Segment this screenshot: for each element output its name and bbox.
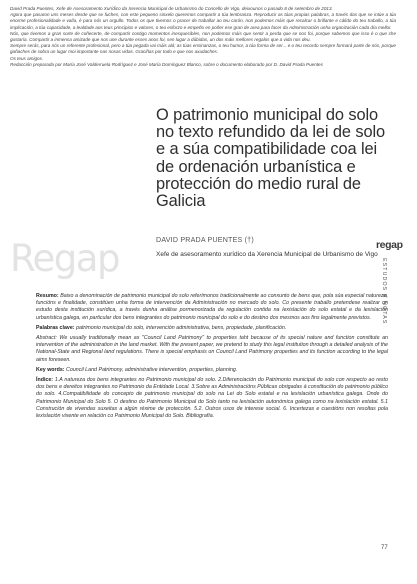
abstract-section [36,293,388,423]
tribute-line-4: Sempre serás, para nós un referente profesional, pero a túa pegada vai máis alá; as túas ensinanzas, o teu humor, a túa forma de ser... e o teu recordo sempre formará parte de nós, porque gañaches de sobra un lugar moi importante nas nosas vidas. Graciñas por todo e que nos axudaches. [10,43,396,55]
keywords-label: Key words: [36,366,65,373]
resumo-text: Baixo a denominación de patrimonio municipal do solo referímonos tradicionalmente ao conxunto de bens que, pola súa especial natureza, funcións e finalidade, constitúen unha forma de intervención da Administración no mercado do solo. Co presente traballo pretendese realizar un estudo desta institución xurídica, a través dunha análise pormenorizada da regulación contida na lexislación do solo estatal e da lexislación urbanística galega, en particular dos bens integrantes do patrimonio municipal do solo e do destino dos mesmos aos fins legalmente previstos. [36,293,388,321]
author-block [156,236,388,259]
palabras-clave-paragraph [36,325,388,332]
tribute-signature: Os teus amigos. [10,55,44,61]
indice-label: Índice: [36,377,54,384]
indice-paragraph [36,377,388,420]
tribute-line-3: Nós, que tivemos a gran sorte de coñecerte, de compartir contigo momentos inesquecibles, non podemos máis que sentir a perda que se nos foi, porque sabemos que isso é o que che gustaría. Compartir a inmensa amizade que nos une durante esses anos foi, sen lugar a dúbidas, un dos máis mellores regalos que a vida nos deu. [10,30,396,43]
page-number: 77 [381,545,388,551]
section-label: ESTUDOS E NOTAS [381,258,387,325]
abstract-text: We usually traditionally mean as "Council Land Patrimony" to properties taht because of its special nature and function constitute an intervention of the administration in the land market. With the present paper, we pretend to study this legal institution through a detailed analysis of the National-State and Regional land regulations. There is special emphasis on Council Land Patrimony properties and its function according to the legal aims foreseen. [36,335,388,363]
tribute-line-1: David Prada Puentes, Xefe de Asesoramento Xurídico da Xerencia Municipal de Urbanismo do Concello de Vigo, deixounos o pasado 8 de setembro de 2013. [10,6,333,11]
palabras-clave-text: patrimonio municipal do solo, intervención administrativa, bens, propiedade, planificación. [76,324,287,331]
abstract-label: Abstract: [36,335,57,342]
keywords-text: Council Land Patrimony, administrative intervention, properties, planning. [66,366,238,373]
palabras-clave-label: Palabras clave: [36,324,75,331]
keywords-paragraph [36,367,388,374]
resumo-paragraph [36,293,388,322]
tribute-note [10,6,396,68]
resumo-label: Resumo: [36,293,59,299]
article-title: O patrimonio municipal do solo no texto refundido da lei de solo e a súa compatibilidade coa lei de ordenación urbanística e protección do medio rural de Galicia [156,106,386,211]
author-affiliation: Xefe de asesoramento xurídico da Xerencia Municipal de Urbanismo de Vigo [156,251,378,258]
tribute-credit: Redacción preparada por María José Valderruela Rodríguez e José María Domínguez Blanco, sobre o documento elaborado por D. David Prada Puentes [10,61,323,67]
regap-logo: regap [376,239,403,251]
regap-watermark-logo: Regap [10,237,119,280]
indice-text: 1.A natureza dos bens integrantes no Patrimonio municipal do solo. 2.Diferenciación do Patrimonio municipal do solo con respecto ao resto dos bens e dereitos integrantes no Patrimonio da Entidade Local. 3.Sobre as Administracións Públicas obrigadas á constitución do patrimonio público do solo. 4.Compatibilidade do concepto de patrimonio municipal do solo na Lei do Solo estatal e na lexislación urbanística galega. Onde do Patrimonio Municipal do Solo 5. O destino do Patrimonio Municipal do Solo tanto na lexislación autonómica galega como na lexislación estatal. 5.1 Construción de vivendas suxeitas a algún réxime de protección. 5.2. Outros usos de interese social. 6. Incertezas e cuestións non resoltas pola lexislación vixente en relación co Patrimonio Municipal do Solo. Bibliografía. [36,377,388,420]
author-name: DAVID PRADA PUENTES (†) [156,236,254,244]
tribute-line-2: Agora que pasaron uns meses desde que se fuches, con este pequeno sinxelo queremos compartir a túa lembranza. Reproducir as túas propias palabras, a través das que se intúe a túa enorme profesionalidade e valía, é para nós un orgullo. Todos os que tivemos o pracer de traballar ao teu carón, non podemos máis que recalcar o brillante e cálido do teu traballo, a túa implicación, a túa capacidade, a lealdade aos teus principios e valores, o teu esforzo e empeño en poñer ese gran de area para facer da Administración unha organización cada día mellor. [10,12,396,30]
abstract-paragraph [36,335,388,364]
